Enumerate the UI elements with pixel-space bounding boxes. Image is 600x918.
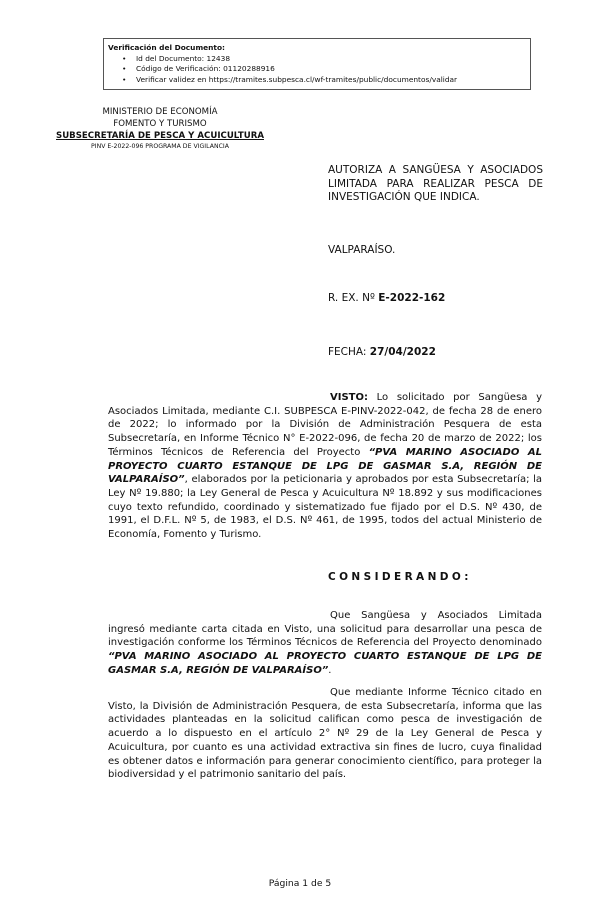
program-reference: PINV E-2022-096 PROGRAMA DE VIGILANCIA <box>91 143 229 150</box>
considerando-1-project: “PVA MARINO ASOCIADO AL PROYECTO CUARTO ESTANQUE DE LPG DE GASMAR S.A, REGIÓN DE VALPARAÍSO” <box>108 651 542 676</box>
verification-item-code: • Código de Verificación: 01120288916 <box>122 64 530 75</box>
resolution-date-label: FECHA: <box>328 346 367 358</box>
resolution-title: AUTORIZA A SANGÜESA Y ASOCIADOS LIMITADA PARA REALIZAR PESCA DE INVESTIGACIÓN QUE INDICA. <box>328 164 543 204</box>
visto-text-2: , elaborados por la peticionaria y aprobados por esta Subsecretaría; la Ley Nº 19.880; la Ley General de Pesca y Acuicultura Nº 18.892 y sus modificaciones cuyo texto refundido, coordinado y sistematizado fue fijado por el D.S. Nº 430, de 1991, el D.F.L. Nº 5, de 1983, el D.S. Nº 461, de 1995, todos del actual Ministerio de Economía, Fomento y Turismo. <box>108 474 542 541</box>
ministry-name-2: FOMENTO Y TURISMO <box>113 119 207 129</box>
visto-text-1: Lo solicitado por Sangüesa y Asociados Limitada, mediante C.I. SUBPESCA E-PINV-2022-042, de fecha 28 de enero de 2022; lo informado por la División de Administración Pesquera de esta Subsecretaría, en Informe Técnico N° E-2022-096, de fecha 20 de marzo de 2022; los Términos Técnicos de Referencia del Proyecto <box>108 392 542 458</box>
subsecretaria-name: SUBSECRETARÍA DE PESCA Y ACUICULTURA <box>56 131 264 141</box>
verification-box <box>103 38 531 90</box>
considerando-2-text: Que mediante Informe Técnico citado en Visto, la División de Administración Pesquera, de esta Subsecretaría, informa que las actividades planteadas en la solicitud califican como pesca de investigación de acuerdo a lo dispuesto en el artículo 2° Nº 29 de la Ley General de Pesca y Acuicultura, por cuanto es una actividad extractiva sin fines de lucro, cuya finalidad es obtener datos e información para generar conocimiento científico, para proteger la biodiversidad y el patrimonio sanitario del país. <box>108 687 542 781</box>
resolution-number-value: E-2022-162 <box>378 292 446 304</box>
considerando-paragraph-1 <box>108 609 542 678</box>
considerando-paragraph-2 <box>108 686 542 782</box>
verification-item-id: • Id del Documento: 12438 <box>122 54 530 65</box>
resolution-date-value: 27/04/2022 <box>369 346 436 358</box>
resolution-number-label: R. EX. Nº <box>328 292 375 304</box>
resolution-number <box>328 292 445 306</box>
verification-list <box>108 54 530 86</box>
visto-project-name: “PVA MARINO ASOCIADO AL PROYECTO CUARTO ESTANQUE DE LPG DE GASMAR S.A, REGIÓN DE VALPARAÍSO” <box>108 446 542 486</box>
visto-label: VISTO: <box>330 392 368 403</box>
considerando-1-end: . <box>328 664 332 676</box>
considerando-1-text: Que Sangüesa y Asociados Limitada ingresó mediante carta citada en Visto, una solicitud para desarrollar una pesca de investigación conforme los Términos Técnicos de Referencia del Proyecto denominado <box>108 610 542 649</box>
resolution-date <box>328 346 436 360</box>
ministry-header <box>36 106 284 152</box>
considerando-heading: CONSIDERANDO: <box>328 571 472 583</box>
resolution-city: VALPARAÍSO. <box>328 244 396 256</box>
visto-section <box>108 391 542 542</box>
page-number: Página 1 de 5 <box>268 878 332 889</box>
verification-item-url[interactable]: • Verificar validez en https://tramites.subpesca.cl/wf-tramites/public/documentos/validar <box>122 75 530 86</box>
ministry-name: MINISTERIO DE ECONOMÍA <box>102 107 218 117</box>
verification-title: Verificación del Documento: <box>108 43 225 52</box>
